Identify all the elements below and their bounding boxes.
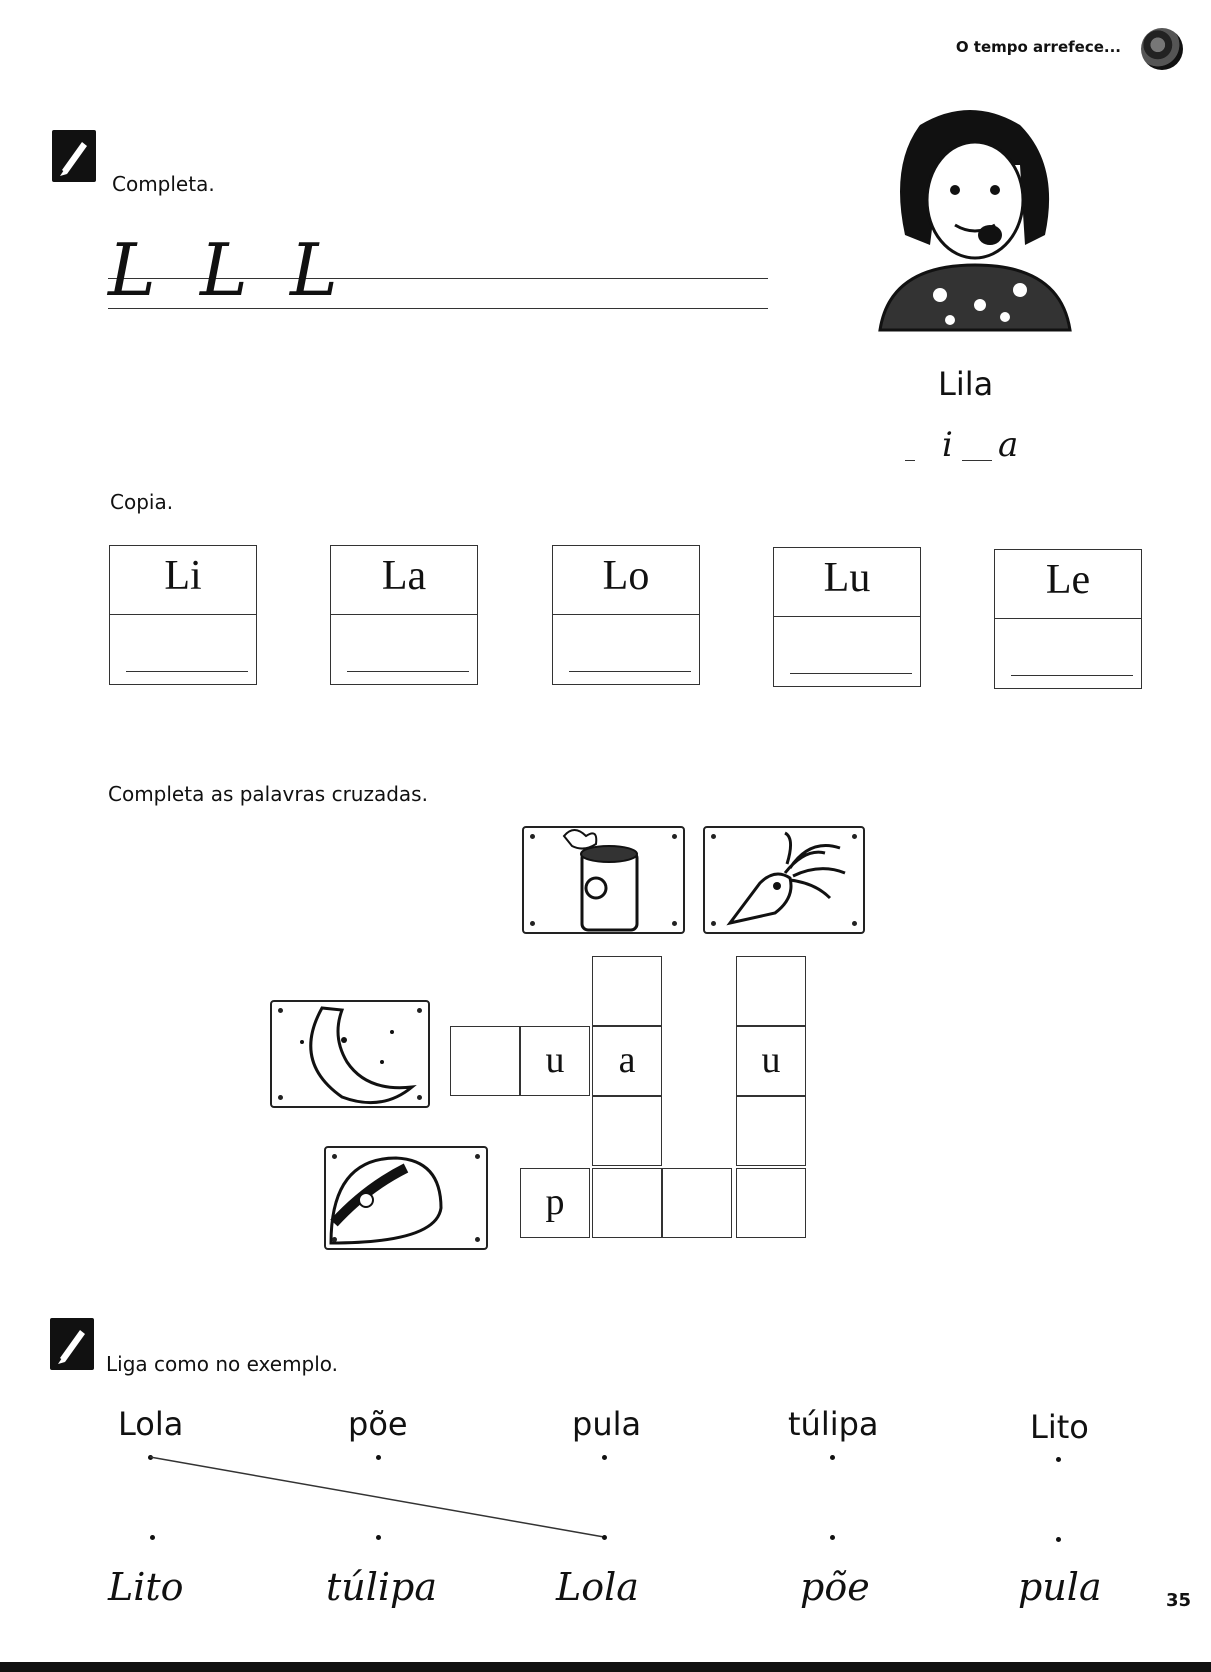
illustration-name-label: Lila: [938, 365, 994, 403]
syllable-text: Le: [1045, 557, 1091, 603]
bottom-word-1: Lito: [108, 1565, 184, 1609]
syllable-text: Lo: [602, 553, 650, 599]
cursive-letter-3: L: [290, 228, 338, 312]
instruction-liga: Liga como no exemplo.: [106, 1352, 339, 1376]
bottom-word-5: pula: [1018, 1565, 1102, 1609]
bottom-word-3: Lola: [556, 1565, 639, 1609]
top-word-5: Lito: [1030, 1408, 1089, 1446]
syllable-text: Li: [164, 553, 202, 599]
bottom-dot-2[interactable]: [376, 1535, 381, 1540]
bottom-dot-5[interactable]: [1056, 1537, 1061, 1542]
page-header-title: O tempo arrefece...: [955, 38, 1121, 56]
crossword-cell[interactable]: p: [520, 1168, 590, 1238]
crossword-cell[interactable]: u: [736, 1026, 806, 1096]
crossword-cell[interactable]: a: [592, 1026, 662, 1096]
instruction-copia: Copia.: [110, 490, 174, 514]
crossword-cell[interactable]: u: [520, 1026, 590, 1096]
bottom-dot-1[interactable]: [150, 1535, 155, 1540]
page-number: 35: [1165, 1590, 1191, 1611]
bottom-word-2: túlipa: [326, 1565, 438, 1609]
syllable-text: Lu: [823, 555, 871, 601]
bottom-dot-3[interactable]: [602, 1535, 607, 1540]
instruction-completa: Completa.: [112, 172, 215, 196]
cursive-letter-1: L: [108, 228, 156, 312]
top-word-4: túlipa: [788, 1405, 879, 1443]
top-word-1: Lola: [118, 1405, 184, 1443]
partial-word-letter-a: a: [998, 425, 1019, 465]
bottom-border: [0, 1662, 1211, 1672]
syllable-text: La: [381, 553, 427, 599]
top-word-2: põe: [348, 1405, 408, 1443]
bottom-word-4: põe: [800, 1565, 870, 1609]
bottom-dot-4[interactable]: [830, 1535, 835, 1540]
partial-word-letter-i: i: [942, 425, 953, 465]
instruction-palavras-cruzadas: Completa as palavras cruzadas.: [108, 782, 428, 806]
cursive-letter-2: L: [200, 228, 248, 312]
top-word-3: pula: [572, 1405, 642, 1443]
